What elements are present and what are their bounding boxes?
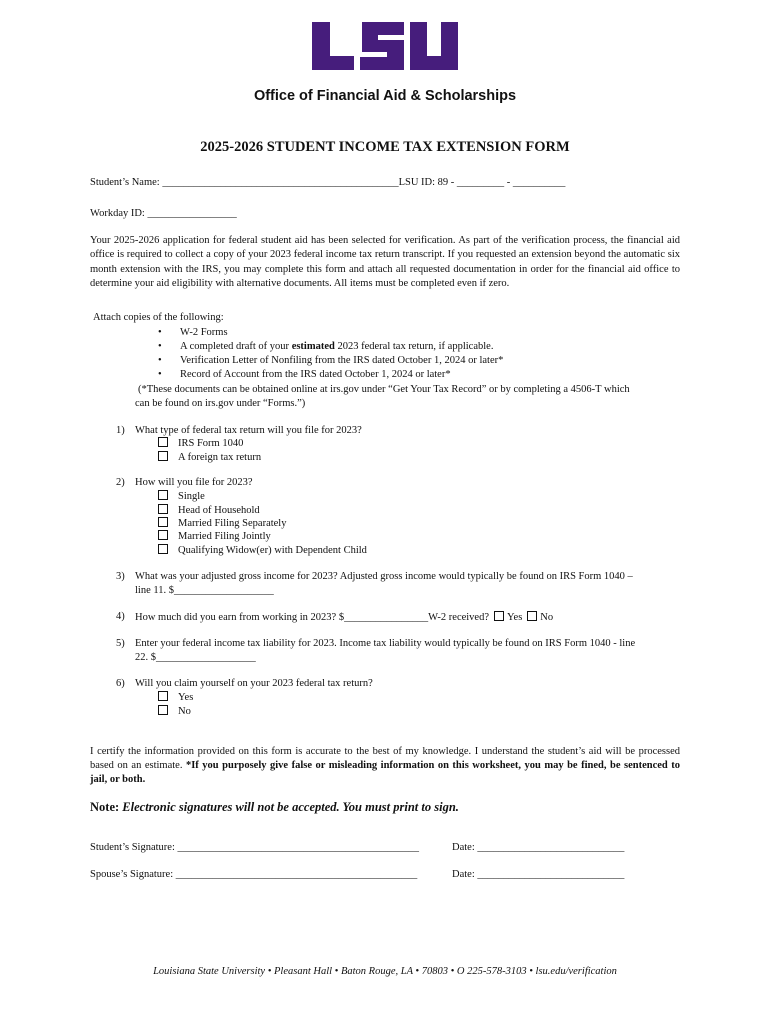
checkbox-icon[interactable] — [158, 451, 168, 461]
option-single[interactable]: Single — [158, 490, 205, 502]
question-4-text[interactable]: How much did you earn from working in 2023? $________________W-2 received? Yes No — [135, 612, 554, 623]
agi-input-line[interactable]: line 11. $___________________ — [135, 585, 274, 596]
student-name-line[interactable]: Student’s Name: _____________________________________________LSU ID: 89 - _________ - __________ — [90, 177, 566, 188]
option-irs-1040[interactable]: IRS Form 1040 — [158, 437, 243, 449]
question-6-text: Will you claim yourself on your 2023 federal tax return? — [135, 678, 373, 689]
attach-heading: Attach copies of the following: — [93, 312, 224, 323]
bullet-icon: • — [158, 369, 162, 380]
question-number: 3) — [116, 571, 125, 582]
checkbox-icon[interactable] — [527, 611, 537, 621]
attach-item: • A completed draft of your estimated 2023 federal tax return, if applicable. — [158, 341, 494, 352]
question-number: 2) — [116, 477, 125, 488]
tax-liability-input-line[interactable]: 22. $___________________ — [135, 652, 256, 663]
checkbox-icon[interactable] — [494, 611, 504, 621]
question-5-text: Enter your federal income tax liability for 2023. Income tax liability would typically be found on IRS Form 1040 - line — [135, 638, 636, 649]
attach-item: • Verification Letter of Nonfiling from the IRS dated October 1, 2024 or later* — [158, 355, 504, 366]
signature-note: Note: Electronic signatures will not be accepted. You must print to sign. — [90, 800, 459, 814]
form-title: 2025-2026 STUDENT INCOME TAX EXTENSION FORM — [200, 139, 570, 155]
attach-note: can be found on irs.gov under “Forms.”) — [135, 398, 306, 409]
certification-paragraph: I certify the information provided on this form is accurate to the best of my knowledge. I understand the student’s aid will be processed based on an estimate. *If you purposely give false or misleading information on this worksheet, you may be fined, be sentenced to jail, or both. — [90, 746, 680, 786]
lsu-logo-mark — [310, 18, 460, 74]
option-head-of-household[interactable]: Head of Household — [158, 504, 260, 516]
question-1-text: What type of federal tax return will you file for 2023? — [135, 425, 362, 436]
question-number: 4) — [116, 611, 125, 622]
footer-address: Louisiana State University • Pleasant Hall • Baton Rouge, LA • 70803 • O 225-578-3103 • lsu.edu/verification — [153, 966, 617, 977]
checkbox-icon[interactable] — [158, 504, 168, 514]
intro-paragraph: Your 2025-2026 application for federal student aid has been selected for verification. As part of the verification process, the financial aid office is required to collect a copy of your 2023 federal income tax return transcript. If you requested an extension beyond the automatic six month extension with the IRS, you may complete this form and attach all requested documentation in order for the financial aid office to determine your aid eligibility with alternative documents. All items must be completed even if zero. — [90, 235, 680, 290]
question-number: 6) — [116, 678, 125, 689]
question-number: 1) — [116, 425, 125, 436]
attach-item: • Record of Account from the IRS dated October 1, 2024 or later* — [158, 369, 451, 380]
w2-no-label: No — [540, 612, 554, 623]
bullet-icon: • — [158, 341, 162, 352]
option-qualifying-widow[interactable]: Qualifying Widow(er) with Dependent Child — [158, 544, 367, 556]
spouse-signature-line[interactable]: Spouse’s Signature: ______________________________________________ — [90, 869, 418, 880]
workday-id-line[interactable]: Workday ID: _________________ — [90, 208, 237, 219]
option-married-separately[interactable]: Married Filing Separately — [158, 517, 286, 529]
checkbox-icon[interactable] — [158, 691, 168, 701]
bullet-icon: • — [158, 327, 162, 338]
attach-item: • W-2 Forms — [158, 327, 228, 338]
w2-yes-label: Yes — [507, 612, 523, 623]
option-no[interactable]: No — [158, 705, 191, 717]
attach-note: (*These documents can be obtained online at irs.gov under “Get Your Tax Record” or by completing a 4506-T which — [138, 384, 630, 395]
checkbox-icon[interactable] — [158, 437, 168, 447]
bullet-icon: • — [158, 355, 162, 366]
question-3-text: What was your adjusted gross income for 2023? Adjusted gross income would typically be found on IRS Form 1040 – — [135, 571, 633, 582]
checkbox-icon[interactable] — [158, 490, 168, 500]
checkbox-icon[interactable] — [158, 705, 168, 715]
option-married-jointly[interactable]: Married Filing Jointly — [158, 530, 271, 542]
office-title: Office of Financial Aid & Scholarships — [253, 88, 517, 104]
lsu-logo — [0, 18, 770, 77]
checkbox-icon[interactable] — [158, 517, 168, 527]
spouse-date-line[interactable]: Date: ____________________________ — [452, 869, 625, 880]
option-foreign-return[interactable]: A foreign tax return — [158, 451, 261, 463]
student-date-line[interactable]: Date: ____________________________ — [452, 842, 625, 853]
checkbox-icon[interactable] — [158, 544, 168, 554]
student-signature-line[interactable]: Student’s Signature: ______________________________________________ — [90, 842, 419, 853]
question-2-text: How will you file for 2023? — [135, 477, 253, 488]
option-yes[interactable]: Yes — [158, 691, 193, 703]
question-number: 5) — [116, 638, 125, 649]
checkbox-icon[interactable] — [158, 530, 168, 540]
